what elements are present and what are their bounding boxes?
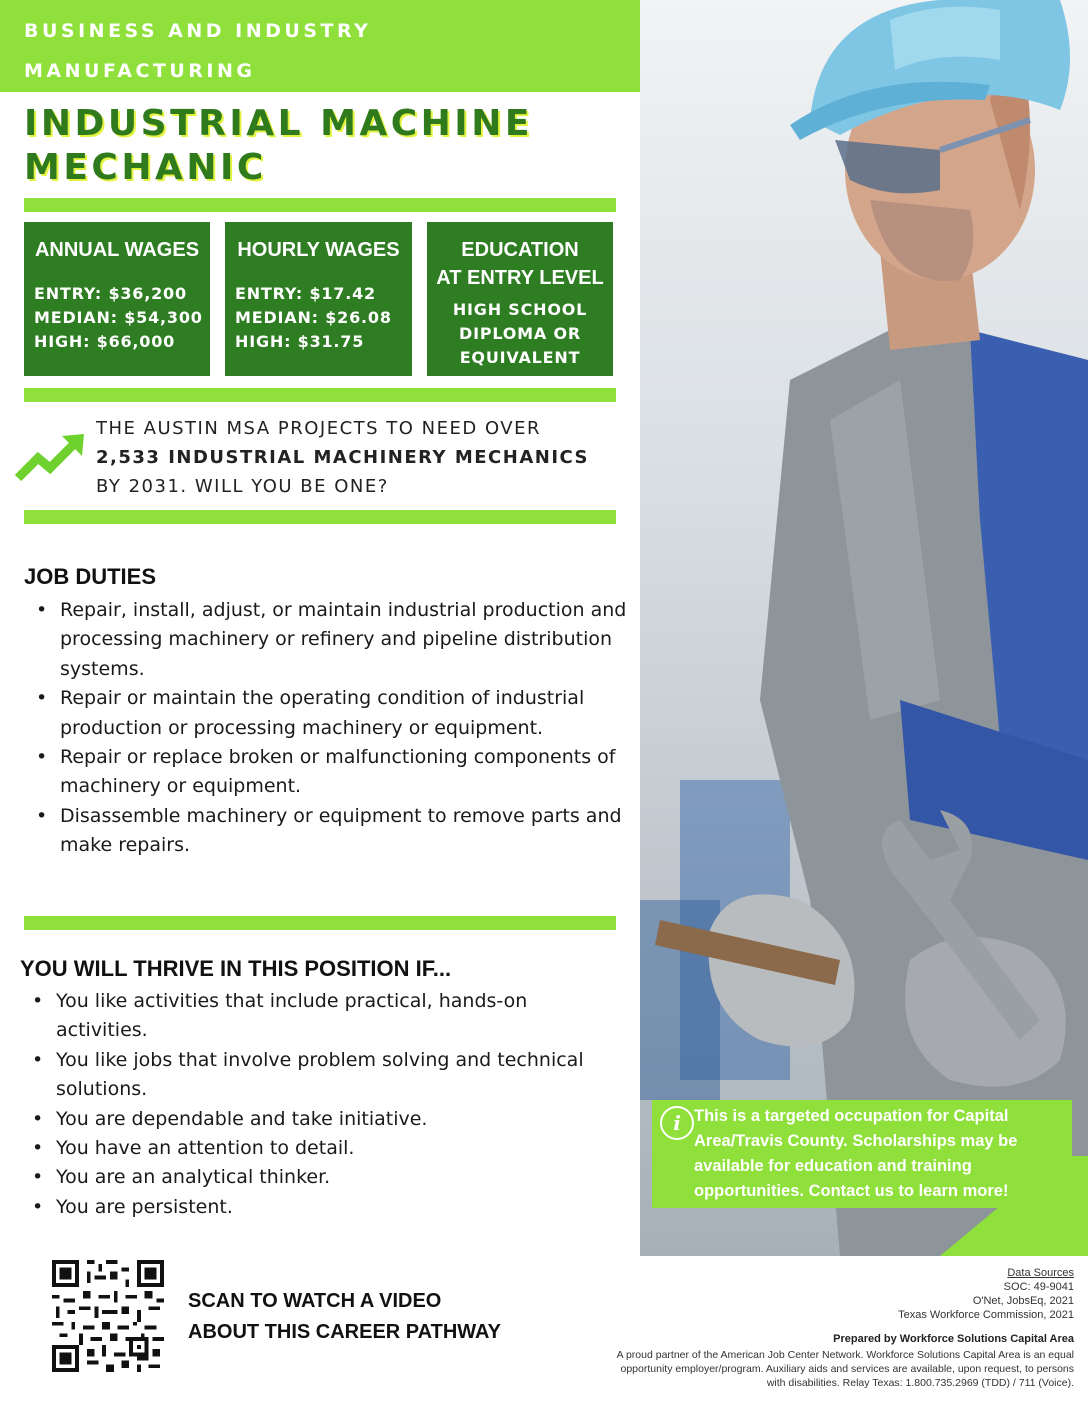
soc-code: SOC: 49-9041 — [1003, 1281, 1074, 1293]
projection-line-3: BY 2031. WILL YOU BE ONE? — [96, 476, 389, 497]
info-icon: i — [660, 1106, 694, 1140]
mechanic-photo — [640, 0, 1088, 1256]
list-item: • You have an attention to detail. — [20, 1134, 622, 1163]
category-subindustry: MANUFACTURING — [24, 60, 256, 82]
scan-video-callout — [188, 1286, 501, 1348]
qr-code-icon[interactable] — [52, 1260, 164, 1372]
annual-wages-heading: ANNUAL WAGES — [34, 239, 200, 261]
source-onet: O'Net, JobsEq, 2021 — [972, 1295, 1074, 1307]
annual-wages-box — [24, 222, 210, 376]
list-item: • Disassemble machinery or equipment to remove parts and make repairs. — [24, 802, 628, 861]
hourly-entry: ENTRY: $17.42 — [235, 284, 376, 303]
education-heading-line-2: AT ENTRY LEVEL — [436, 267, 604, 289]
education-value — [427, 298, 613, 370]
job-duties-list — [24, 596, 628, 861]
divider-bar — [24, 198, 616, 212]
targeted-occupation-text: This is a targeted occupation for Capital Area/Travis County. Scholarships may be available for education and training opportunities. Contact us to learn more! — [694, 1107, 1018, 1200]
thrive-heading: YOU WILL THRIVE IN THIS POSITION IF... — [20, 956, 452, 981]
education-heading — [427, 236, 613, 292]
projection-line-2: 2,533 INDUSTRIAL MACHINERY MECHANICS — [96, 447, 590, 468]
mechanic-illustration — [640, 0, 1088, 1256]
scan-line-1: SCAN TO WATCH A VIDEO — [188, 1290, 442, 1312]
annual-high: HIGH: $66,000 — [34, 332, 176, 351]
list-item: • Repair or replace broken or malfunctioning components of machinery or equipment. — [24, 743, 628, 802]
targeted-occupation-note — [652, 1100, 1072, 1208]
title-line-1: INDUSTRIAL MACHINE — [24, 103, 533, 144]
divider-bar — [24, 916, 616, 930]
list-item: • You like activities that include practical, hands-on activities. — [20, 987, 622, 1046]
hourly-median: MEDIAN: $26.08 — [235, 308, 392, 327]
hourly-high: HIGH: $31.75 — [235, 332, 365, 351]
scan-line-2: ABOUT THIS CAREER PATHWAY — [188, 1321, 501, 1343]
education-box — [427, 222, 613, 376]
data-sources — [898, 1266, 1074, 1322]
education-value-line-2: DIPLOMA OR — [459, 324, 581, 343]
title-line-2: MECHANIC — [24, 147, 267, 188]
list-item: • You are an analytical thinker. — [20, 1163, 622, 1192]
divider-bar — [24, 388, 616, 402]
hourly-wages-box — [225, 222, 412, 376]
hourly-wages-heading: HOURLY WAGES — [237, 239, 400, 261]
education-heading-line-1: EDUCATION — [461, 239, 579, 261]
hourly-wages-values — [235, 282, 392, 354]
page-title — [24, 102, 533, 190]
list-item: • You like jobs that involve problem solving and technical solutions. — [20, 1046, 622, 1105]
source-twc: Texas Workforce Commission, 2021 — [898, 1309, 1074, 1321]
prepared-by: Prepared by Workforce Solutions Capital Area — [833, 1333, 1074, 1345]
category-industry: BUSINESS AND INDUSTRY — [24, 20, 372, 42]
annual-entry: ENTRY: $36,200 — [34, 284, 187, 303]
fine-print: A proud partner of the American Job Center Network. Workforce Solutions Capital Area is an equal opportunity employer/program. Auxiliary aids and services are available, upon request, to persons with disabilities. Relay Texas: 1.800.735.2969 (TDD) / 711 (Voice). — [616, 1349, 1074, 1389]
education-value-line-1: HIGH SCHOOL — [452, 300, 588, 319]
list-item: • You are dependable and take initiative. — [20, 1105, 622, 1134]
job-duties-heading: JOB DUTIES — [24, 564, 157, 589]
list-item: • Repair or maintain the operating condition of industrial production or processing machinery or equipment. — [24, 684, 628, 743]
data-sources-heading: Data Sources — [1007, 1267, 1074, 1279]
thrive-list — [20, 987, 622, 1222]
list-item: • Repair, install, adjust, or maintain industrial production and processing machinery or refinery and pipeline distribution systems. — [24, 596, 628, 684]
education-value-line-3: EQUIVALENT — [459, 348, 581, 367]
trend-up-arrow-icon — [14, 432, 86, 484]
projection-line-1: THE AUSTIN MSA PROJECTS TO NEED OVER — [96, 418, 541, 439]
list-item: • You are persistent. — [20, 1193, 622, 1222]
annual-wages-values — [34, 282, 203, 354]
projection-statement — [96, 414, 589, 501]
annual-median: MEDIAN: $54,300 — [34, 308, 203, 327]
divider-bar — [24, 510, 616, 524]
